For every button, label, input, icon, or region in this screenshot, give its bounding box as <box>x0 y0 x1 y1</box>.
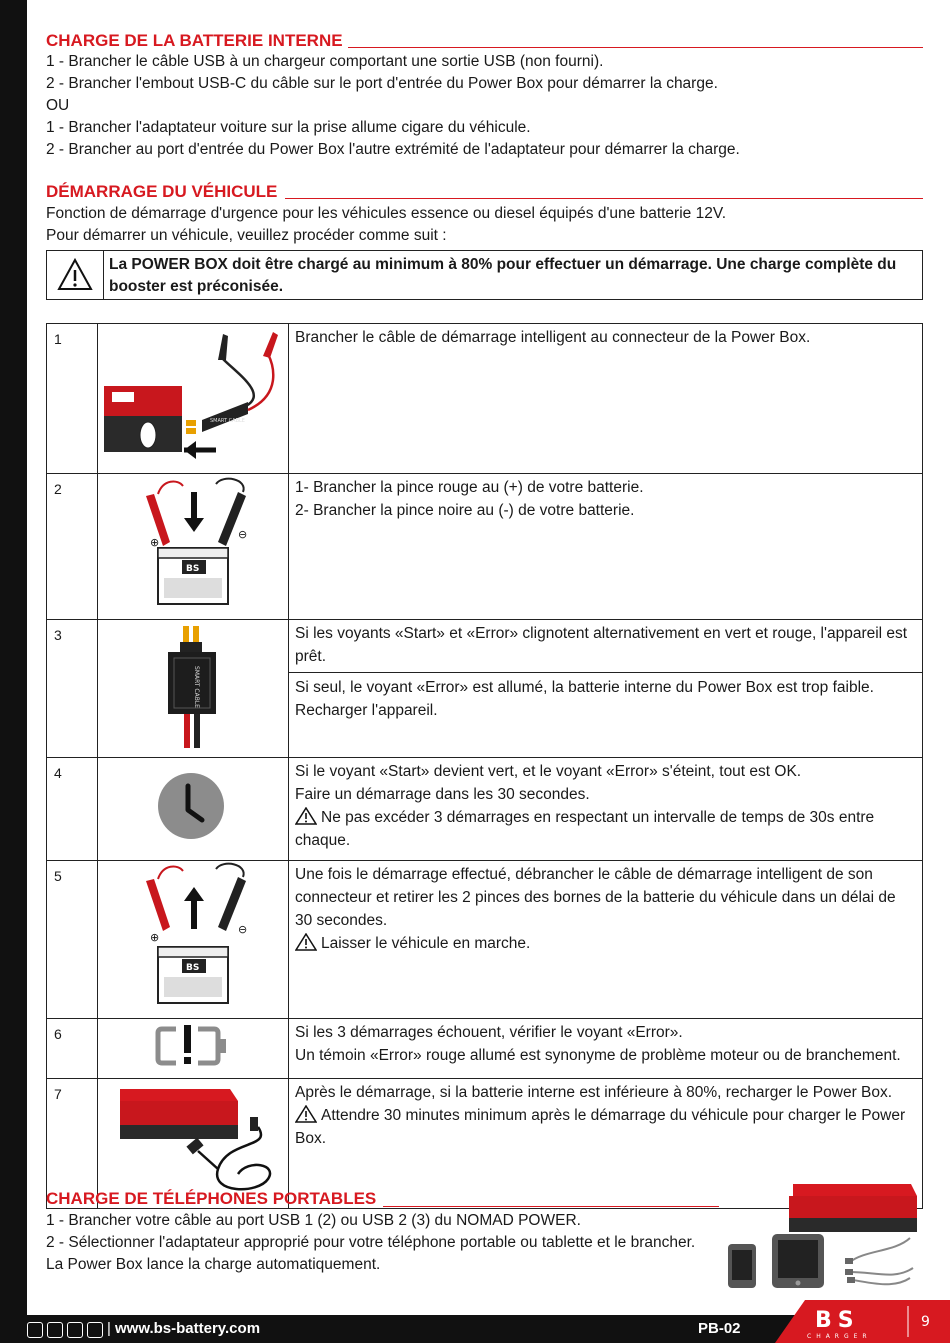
text-line: 2 - Brancher au port d'entrée du Power Box l'autre extrémité de l'adaptateur pour démarrer la charge. <box>46 141 740 158</box>
instagram-icon[interactable] <box>47 1322 63 1338</box>
table-row <box>47 861 923 1019</box>
step-text: 1- Brancher la pince rouge au (+) de votre batterie. <box>295 479 644 496</box>
step-warning-text: Ne pas excéder 3 démarrages en respectant un intervalle de temps de 30s entre chaque. <box>295 809 875 849</box>
battery-logo: BS <box>186 564 200 574</box>
warning-triangle-icon <box>47 251 103 299</box>
step-text: Si les 3 démarrages échouent, vérifier le voyant «Error». <box>295 1024 683 1041</box>
step-number: 7 <box>47 1079 98 1209</box>
warning-triangle-icon <box>295 1105 317 1123</box>
step-text: Un témoin «Error» rouge allumé est synonyme de problème moteur ou de branchement. <box>295 1047 901 1064</box>
powerbox-usb-cable-illustration <box>98 1079 288 1201</box>
step-warning <box>295 806 916 852</box>
step-text-cell <box>289 1019 923 1079</box>
battery-logo: BS <box>186 963 200 973</box>
brand-subtitle: CHARGER <box>807 1333 872 1340</box>
section-title-vehicle-start: DÉMARRAGE DU VÉHICULE <box>46 182 278 201</box>
step-image-cell <box>98 1019 289 1079</box>
step-warning <box>295 1104 916 1150</box>
footer-separator: | <box>107 1320 111 1337</box>
battery-error-icon <box>98 1019 288 1071</box>
battery-clamps-disconnect-illustration <box>98 861 288 1011</box>
text-line: OU <box>46 97 70 114</box>
cable-box-label: SMART CABLE <box>210 418 245 424</box>
table-row <box>47 620 923 758</box>
text-line: 1 - Brancher le câble USB à un chargeur comportant une sortie USB (non fourni). <box>46 53 604 70</box>
step-number: 3 <box>47 620 98 758</box>
text-line: Pour démarrer un véhicule, veuillez procéder comme suit : <box>46 227 447 244</box>
step-image-cell <box>98 758 289 861</box>
step-text: Brancher le câble de démarrage intelligent au connecteur de la Power Box. <box>295 329 811 346</box>
title-rule <box>383 1206 719 1207</box>
section-title-phone-charging: CHARGE DE TÉLÉPHONES PORTABLES <box>46 1189 377 1208</box>
text-line: 1 - Brancher votre câble au port USB 1 (2) ou USB 2 (3) du NOMAD POWER. <box>46 1212 581 1229</box>
brand-name: BS <box>815 1308 860 1333</box>
plus-symbol: ⊕ <box>150 536 160 549</box>
plus-symbol: ⊕ <box>150 931 160 944</box>
step-number: 5 <box>47 861 98 1019</box>
steps-table <box>46 323 923 1209</box>
step-text: Si les voyants «Start» et «Error» clignotent alternativement en vert et rouge, l'appareil est prêt. <box>295 625 908 665</box>
table-row <box>47 1019 923 1079</box>
facebook-icon[interactable] <box>27 1322 43 1338</box>
warning-text: La POWER BOX doit être chargé au minimum à 80% pour effectuer un démarrage. Une charge complète du booster est préconisée. <box>109 256 897 295</box>
step-warning-text: Laisser le véhicule en marche. <box>321 935 531 952</box>
warning-box <box>46 250 923 300</box>
clock-icon <box>98 758 288 853</box>
step-text-cell <box>289 324 923 474</box>
step-image-cell <box>98 474 289 620</box>
step-number: 2 <box>47 474 98 620</box>
devices-illustration <box>725 1180 925 1290</box>
footer-document-code: PB-02 <box>698 1320 741 1337</box>
title-rule <box>348 47 923 48</box>
text-line: 1 - Brancher l'adaptateur voiture sur la prise allume cigare du véhicule. <box>46 119 531 136</box>
section-title-internal-battery: CHARGE DE LA BATTERIE INTERNE <box>46 31 343 50</box>
table-row <box>47 474 923 620</box>
linkedin-icon[interactable] <box>87 1322 103 1338</box>
step-number: 4 <box>47 758 98 861</box>
text-line: 2 - Brancher l'embout USB-C du câble sur le port d'entrée du Power Box pour démarrer la charge. <box>46 75 718 92</box>
page-number: 9 <box>921 1314 930 1330</box>
step-text-cell <box>289 474 923 620</box>
minus-symbol: ⊖ <box>238 528 248 541</box>
table-row <box>47 324 923 474</box>
step-text-cell <box>289 758 923 861</box>
step-text: Après le démarrage, si la batterie interne est inférieure à 80%, recharger le Power Box. <box>295 1084 893 1101</box>
step-number: 6 <box>47 1019 98 1079</box>
table-row <box>47 758 923 861</box>
warning-triangle-icon <box>295 933 317 951</box>
step-text: Faire un démarrage dans les 30 secondes. <box>295 786 590 803</box>
step-warning <box>295 932 916 955</box>
step-warning-text: Attendre 30 minutes minimum après le démarrage du véhicule pour charger le Power Box. <box>295 1107 906 1147</box>
text-line: Fonction de démarrage d'urgence pour les véhicules essence ou diesel équipés d'une batterie 12V. <box>46 205 727 222</box>
cable-box-label: SMART CABLE <box>193 666 200 708</box>
step-text: Si le voyant «Start» devient vert, et le voyant «Error» s'éteint, tout est OK. <box>295 763 802 780</box>
step-text-cell <box>289 861 923 1019</box>
step-number: 1 <box>47 324 98 474</box>
minus-symbol: ⊖ <box>238 923 248 936</box>
step-image-cell <box>98 620 289 758</box>
battery-clamps-connect-illustration <box>98 474 288 612</box>
powerbox-cable-illustration <box>98 324 288 466</box>
step-text: Une fois le démarrage effectué, débrancher le câble de démarrage intelligent de son connecteur et retirer les 2 pinces des bornes de la batterie du véhicule dans un délai de 30 secondes. <box>295 866 896 929</box>
footer-brand-logo <box>775 1300 950 1343</box>
step-text: 2- Brancher la pince noire au (-) de votre batterie. <box>295 502 635 519</box>
smart-cable-illustration <box>98 620 288 750</box>
warning-triangle-icon <box>295 807 317 825</box>
step-text-cell <box>289 620 923 758</box>
footer-website-link[interactable]: www.bs-battery.com <box>115 1320 261 1337</box>
step-subtext: Si seul, le voyant «Error» est allumé, la batterie interne du Power Box est trop faible. Recharger l'appareil. <box>289 672 922 722</box>
left-black-bar <box>0 0 27 1343</box>
warning-icon-cell <box>47 251 104 299</box>
text-line: La Power Box lance la charge automatiquement. <box>46 1256 381 1273</box>
step-image-cell <box>98 861 289 1019</box>
step-image-cell <box>98 324 289 474</box>
youtube-icon[interactable] <box>67 1322 83 1338</box>
text-line: 2 - Sélectionner l'adaptateur approprié pour votre téléphone portable ou tablette et le brancher. <box>46 1234 696 1251</box>
title-rule <box>285 198 923 199</box>
